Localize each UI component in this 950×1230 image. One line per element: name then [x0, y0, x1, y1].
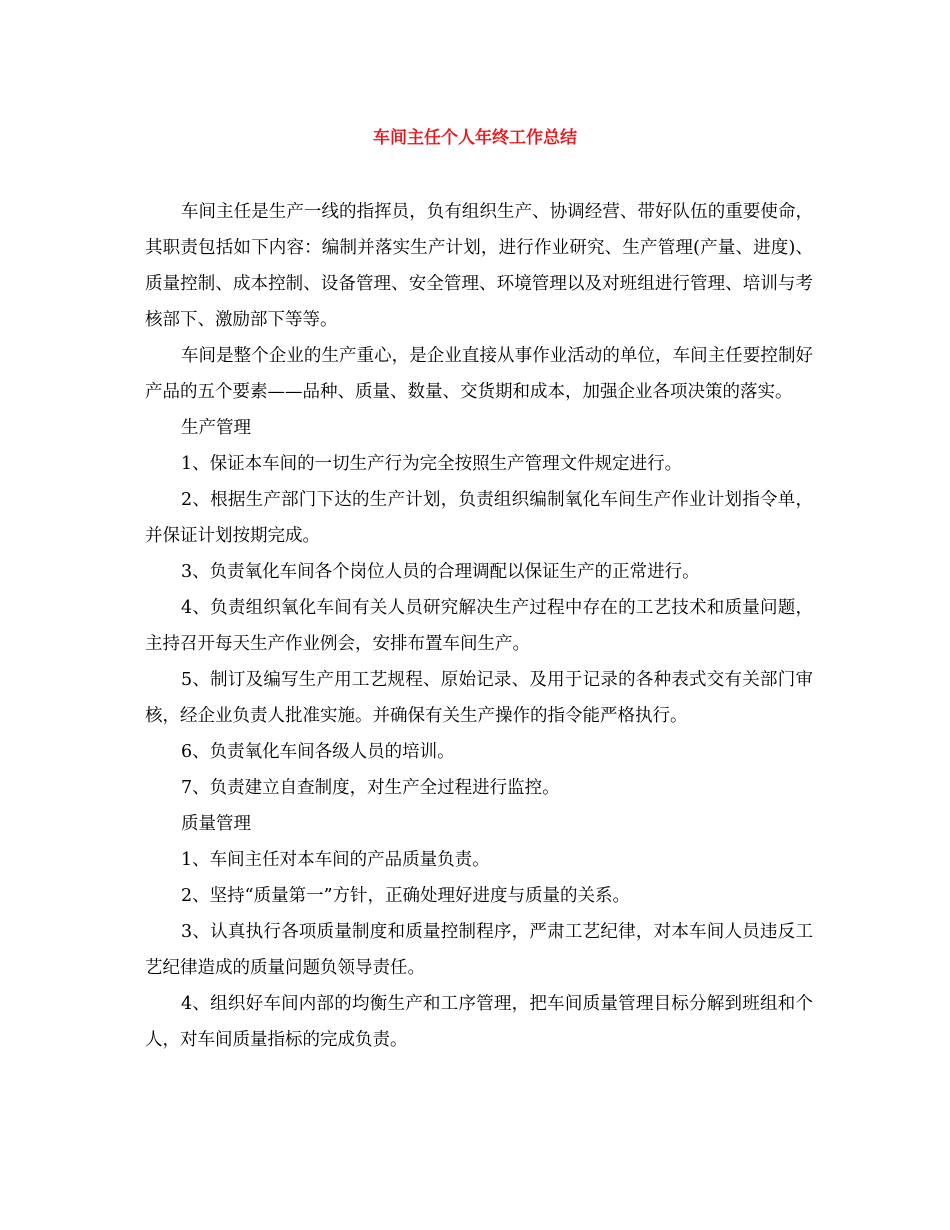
- intro-paragraph: 车间主任是生产一线的指挥员，负有组织生产、协调经营、带好队伍的重要使命，其职责包括如下内容：编制并落实生产计划，进行作业研究、生产管理(产量、进度)、质量控制、成本控制、设备管理、安全管理、环境管理以及对班组进行管理、培训与考核部下、激励部下等等。: [145, 202, 813, 330]
- quality-item-1: 1、车间主任对本车间的产品质量负责。: [181, 850, 490, 870]
- production-item-2: 2、根据生产部门下达的生产计划，负责组织编制氧化车间生产作业计划指令单，并保证计划按期完成。: [145, 490, 813, 546]
- document-body: [145, 194, 813, 1058]
- production-item-3: 3、负责氧化车间各个岗位人员的合理调配以保证生产的正常进行。: [181, 562, 700, 582]
- production-item-4: 4、负责组织氧化车间有关人员研究解决生产过程中存在的工艺技术和质量问题，主持召开每天生产作业例会，安排布置车间生产。: [145, 598, 813, 654]
- quality-item-4: 4、组织好车间内部的均衡生产和工序管理，把车间质量管理目标分解到班组和个人，对车间质量指标的完成负责。: [145, 994, 813, 1050]
- production-item-5: 5、制订及编写生产用工艺规程、原始记录、及用于记录的各种表式交有关部门审核，经企业负责人批准实施。并确保有关生产操作的指令能严格执行。: [145, 670, 813, 726]
- production-item-6: 6、负责氧化车间各级人员的培训。: [181, 742, 455, 762]
- document-title: 车间主任个人年终工作总结: [373, 128, 577, 148]
- section-heading-quality: 质量管理: [181, 814, 251, 834]
- production-item-1: 1、保证本车间的一切生产行为完全按照生产管理文件规定进行。: [181, 454, 683, 474]
- section-heading-production: 生产管理: [181, 418, 251, 438]
- workshop-paragraph: 车间是整个企业的生产重心，是企业直接从事作业活动的单位，车间主任要控制好产品的五个要素——品种、质量、数量、交货期和成本，加强企业各项决策的落实。: [145, 346, 813, 402]
- quality-item-3: 3、认真执行各项质量制度和质量控制程序，严肃工艺纪律，对本车间人员违反工艺纪律造成的质量问题负领导责任。: [145, 922, 813, 978]
- production-item-7: 7、负责建立自查制度，对生产全过程进行监控。: [181, 778, 560, 798]
- quality-item-2: 2、坚持“质量第一”方针，正确处理好进度与质量的关系。: [181, 886, 631, 906]
